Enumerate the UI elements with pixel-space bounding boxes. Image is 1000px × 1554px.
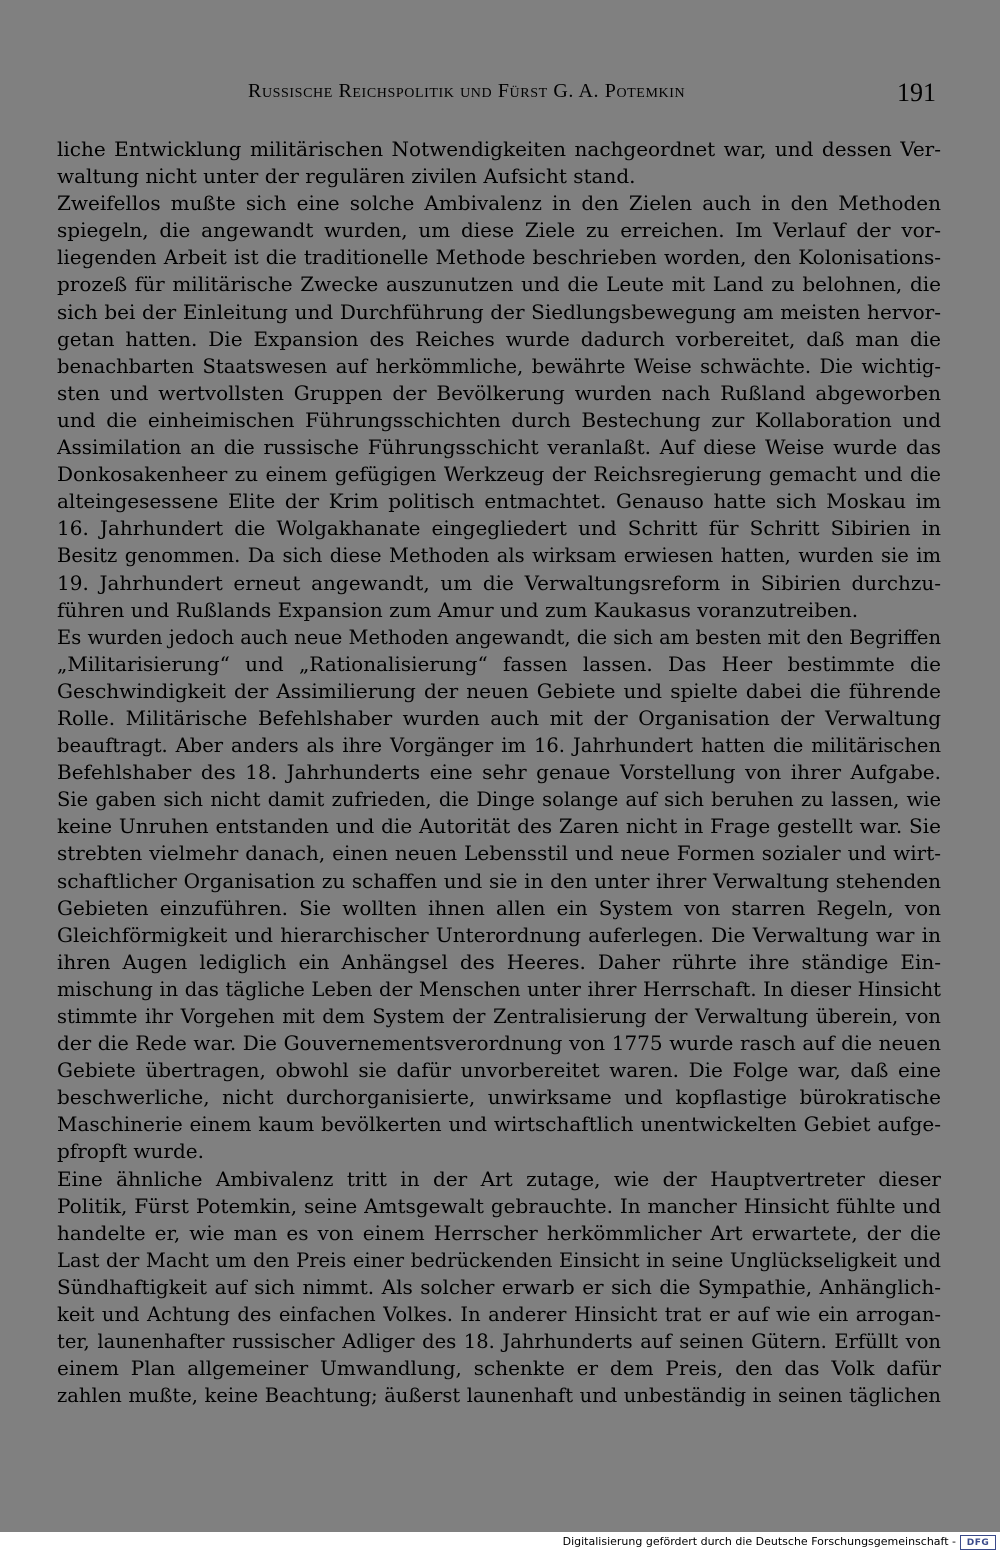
text-line: 19. Jahrhundert erneut angewandt, um die Verwaltungsreform in Sibirien durchzu- bbox=[57, 570, 941, 595]
text-line: pfropft wurde. bbox=[57, 1139, 204, 1164]
text-line: keine Unruhen entstanden und die Autorität des Zaren nicht in Frage gestellt war. Sie bbox=[57, 814, 941, 839]
text-line: Besitz genommen. Da sich diese Methoden als wirksam erwiesen hatten, wurden sie im bbox=[57, 544, 941, 568]
text-line: strebten vielmehr danach, einen neuen Lebensstil und neue Formen sozialer und wirt- bbox=[57, 841, 941, 866]
text-line: Zweifellos mußte sich eine solche Ambivalenz in den Zielen auch in den Methoden bbox=[57, 191, 941, 216]
text-line: spiegeln, die angewandt wurden, um diese Ziele zu erreichen. Im Verlauf der vor- bbox=[57, 218, 941, 243]
text-line: beschwerliche, nicht durchorganisierte, unwirksame und kopflastige bürokratische bbox=[57, 1085, 941, 1110]
text-line: Assimilation an die russische Führungsschicht veranlaßt. Auf diese Weise wurde das bbox=[57, 435, 941, 460]
text-line: Gleichförmigkeit und hierarchischer Unterordnung auferlegen. Die Verwaltung war in bbox=[57, 922, 941, 947]
text-line: sten und wertvollsten Gruppen der Bevölkerung wurden nach Rußland abgeworben bbox=[57, 380, 941, 405]
running-head: Russische Reichspolitik und Fürst G. A. Potemkin bbox=[248, 80, 686, 102]
text-line: prozeß für militärische Zwecke auszunutzen und die Leute mit Land zu belohnen, die bbox=[57, 272, 941, 297]
text-line: alteingesessene Elite der Krim politisch entmachtet. Genauso hatte sich Moskau im bbox=[57, 489, 941, 514]
text-line: der die Rede war. Die Gouvernementsverordnung von 1775 wurde rasch auf die neuen bbox=[57, 1031, 941, 1056]
text-line: handelte er, wie man es von einem Herrscher herkömmlicher Art erwartete, der die bbox=[57, 1220, 941, 1245]
text-line: einem Plan allgemeiner Umwandlung, schenkte er dem Preis, den das Volk dafür bbox=[57, 1356, 941, 1381]
text-line: stimmte ihr Vorgehen mit dem System der Zentralisierung der Verwaltung überein, von bbox=[57, 1005, 941, 1028]
text-line: getan hatten. Die Expansion des Reiches wurde dadurch vorbereitet, daß man die bbox=[57, 326, 941, 351]
text-line: ter, launenhafter russischer Adliger des 18. Jahrhunderts auf seinen Gütern. Erfüllt von bbox=[57, 1330, 941, 1354]
text-line: liche Entwicklung militärischen Notwendigkeiten nachgeordnet war, und dessen Ver- bbox=[57, 137, 941, 161]
text-line: liegenden Arbeit ist die traditionelle Methode beschrieben worden, den Kolonisations- bbox=[57, 245, 941, 270]
text-line: ihren Augen lediglich ein Anhängsel des Heeres. Daher rührte ihre ständige Ein- bbox=[57, 949, 941, 974]
text-line: Sündhaftigkeit auf sich nimmt. Als solcher erwarb er sich die Sympathie, Anhänglich- bbox=[57, 1274, 941, 1299]
funding-credit: Digitalisierung gefördert durch die Deutsche Forschungsgemeinschaft - bbox=[562, 1535, 956, 1548]
text-line: führen und Rußlands Expansion zum Amur und zum Kaukasus voranzutreiben. bbox=[57, 597, 859, 622]
text-line: 16. Jahrhundert die Wolgakhanate eingegliedert und Schritt für Schritt Sibirien in bbox=[57, 516, 941, 541]
text-line: Gebiete übertragen, obwohl sie dafür unvorbereitet waren. Die Folge war, daß eine bbox=[57, 1058, 941, 1083]
text-line: Gebieten einzuführen. Sie wollten ihnen allen ein System von starren Regeln, von bbox=[57, 895, 941, 920]
text-line: Politik, Fürst Potemkin, seine Amtsgewalt gebrauchte. In mancher Hinsicht fühlte und bbox=[57, 1193, 941, 1218]
text-line: keit und Achtung des einfachen Volkes. In anderer Hinsicht trat er auf wie ein arrogan- bbox=[57, 1303, 941, 1327]
text-line: Eine ähnliche Ambivalenz tritt in der Art zutage, wie der Hauptvertreter dieser bbox=[57, 1166, 941, 1191]
text-line: mischung in das tägliche Leben der Menschen unter ihrer Herrschaft. In dieser Hinsicht bbox=[57, 977, 941, 1001]
text-line: Maschinerie einem kaum bevölkerten und wirtschaftlich unentwickelten Gebiet aufge- bbox=[57, 1112, 941, 1137]
text-line: sich bei der Einleitung und Durchführung der Siedlungsbewegung am meisten hervor- bbox=[57, 299, 941, 324]
text-line: Sie gaben sich nicht damit zufrieden, die Dinge solange auf sich beruhen zu lassen, wie bbox=[57, 788, 941, 812]
text-line: Last der Macht um den Preis einer bedrückenden Einsicht in seine Unglückseligkeit und bbox=[57, 1248, 941, 1272]
body-text bbox=[57, 136, 941, 1409]
text-line: Geschwindigkeit der Assimilierung der neuen Gebiete und spielte dabei die führende bbox=[57, 678, 941, 703]
page-number: 191 bbox=[897, 78, 936, 107]
text-line: Rolle. Militärische Befehlshaber wurden auch mit der Organisation der Verwaltung bbox=[57, 705, 941, 730]
text-line: zahlen mußte, keine Beachtung; äußerst launenhaft und unbeständig in seinen täglichen bbox=[57, 1384, 941, 1408]
digitization-footer bbox=[0, 1532, 1000, 1554]
text-line: Donkosakenheer zu einem gefügigen Werkzeug der Reichsregierung gemacht und die bbox=[57, 462, 941, 487]
text-line: waltung nicht unter der regulären zivilen Aufsicht stand. bbox=[57, 164, 636, 189]
text-line: Es wurden jedoch auch neue Methoden angewandt, die sich am besten mit den Begriffen bbox=[57, 625, 941, 649]
text-line: „Militarisierung“ und „Rationalisierung“ fassen lassen. Das Heer bestimmte die bbox=[57, 651, 941, 676]
text-line: schaftlicher Organisation zu schaffen und sie in den unter ihrer Verwaltung stehenden bbox=[57, 868, 941, 893]
text-line: beauftragt. Aber anders als ihre Vorgänger im 16. Jahrhundert hatten die militärischen bbox=[57, 734, 941, 758]
text-line: und die einheimischen Führungsschichten durch Bestechung zur Kollaboration und bbox=[57, 407, 941, 432]
dfg-logo-icon: DFG bbox=[960, 1535, 996, 1550]
text-line: Befehlshaber des 18. Jahrhunderts eine sehr genaue Vorstellung von ihrer Aufgabe. bbox=[57, 760, 941, 785]
text-line: benachbarten Staatswesen auf herkömmliche, bewährte Weise schwächte. Die wichtig- bbox=[57, 354, 941, 378]
